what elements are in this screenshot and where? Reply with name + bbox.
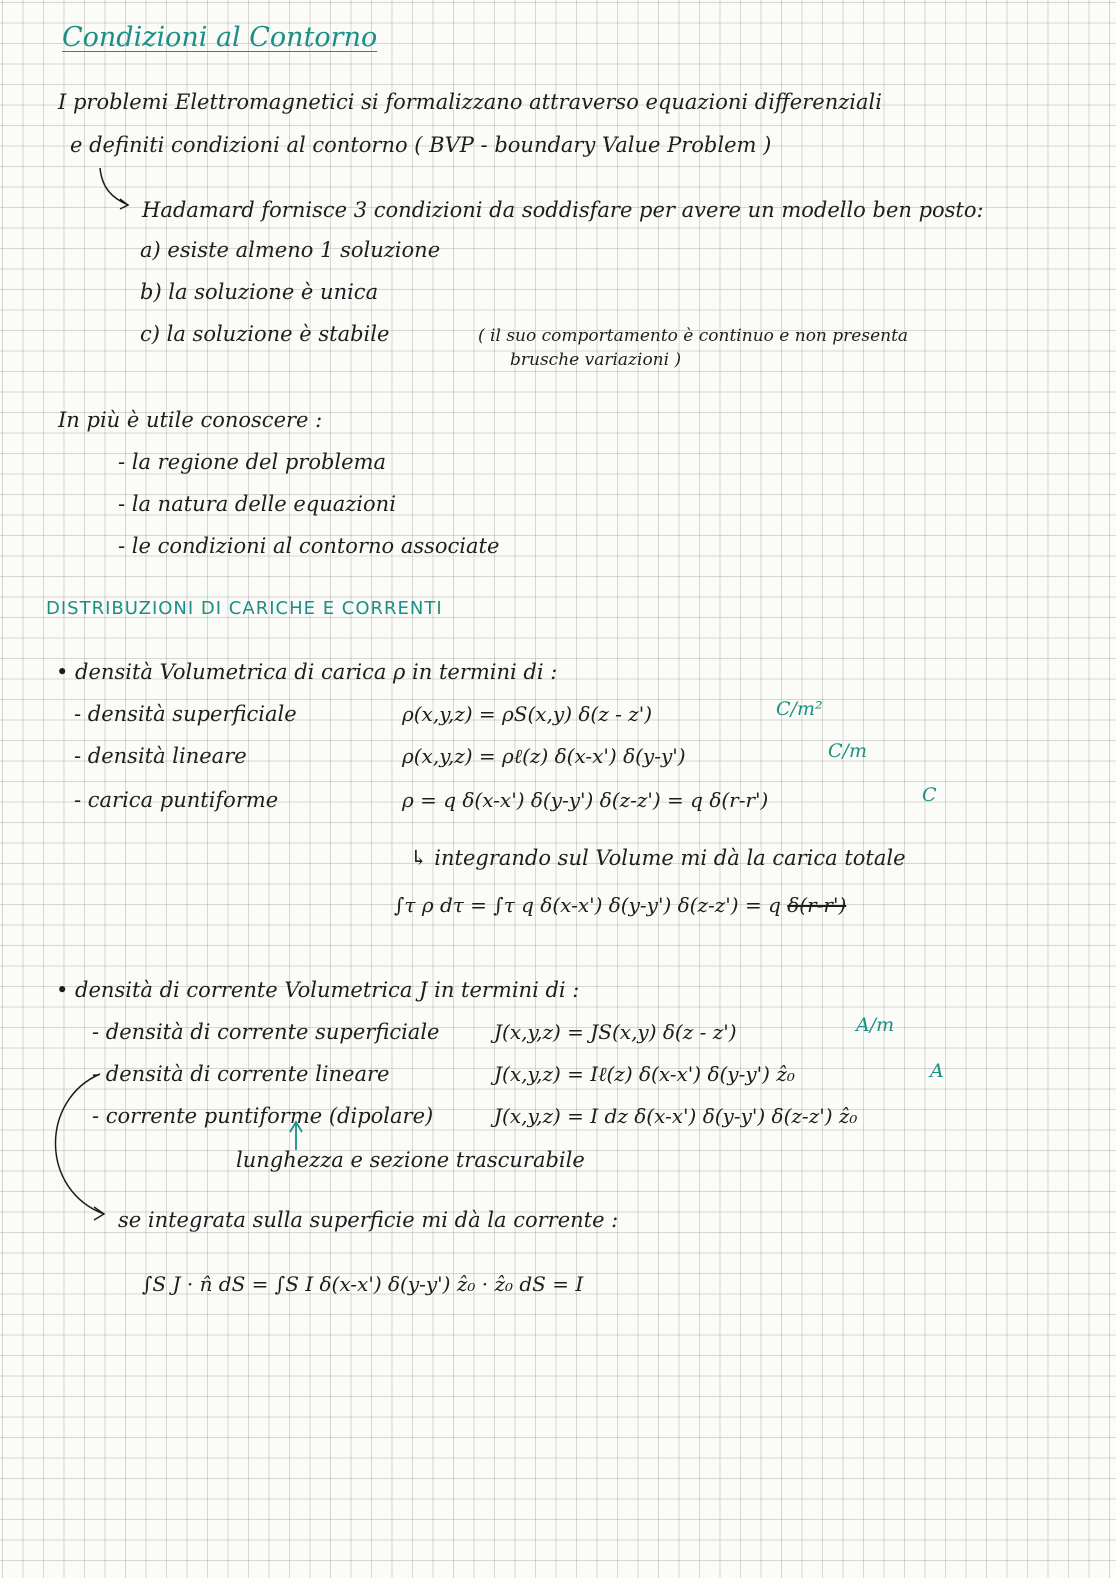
useful-item-1: - la regione del problema: [118, 450, 386, 474]
current-note: lunghezza e sezione trascurabile: [236, 1148, 585, 1172]
current-row-point-label: - corrente puntiforme (dipolare): [92, 1104, 434, 1128]
current-curved-arrow: [55, 1074, 104, 1214]
current-curved-arrowhead: [94, 1207, 104, 1220]
charge-row-linear-formula: ρ(x,y,z) = ρℓ(z) δ(x-x') δ(y-y'): [402, 744, 686, 768]
charge-row-surface-formula: ρ(x,y,z) = ρS(x,y) δ(z - z'): [402, 702, 653, 726]
hadamard-arrow: [100, 168, 128, 205]
current-row-linear-label: - densità di corrente lineare: [92, 1062, 390, 1086]
useful-item-2: - la natura delle equazioni: [118, 492, 396, 516]
current-surface-formula: ∫S J · n̂ dS = ∫S I δ(x-x') δ(y-y') ẑ₀ · ẑ₀ dS = I: [142, 1272, 584, 1296]
charge-row-point-unit: C: [922, 784, 937, 806]
charge-row-linear-label: - densità lineare: [74, 744, 247, 768]
charge-integral-note: ↳ integrando sul Volume mi dà la carica totale: [410, 846, 906, 870]
charge-integral-formula-main: ∫τ ρ dτ = ∫τ q δ(x-x') δ(y-y') δ(z-z') = q: [394, 893, 781, 917]
current-row-point-formula: J(x,y,z) = I dz δ(x-x') δ(y-y') δ(z-z') ẑ₀: [494, 1104, 858, 1128]
current-row-surface-formula: J(x,y,z) = JS(x,y) δ(z - z'): [494, 1020, 737, 1044]
charge-row-point-label: - carica puntiforme: [74, 788, 279, 812]
useful-item-3: - le condizioni al contorno associate: [118, 534, 500, 558]
section-title: DISTRIBUZIONI DI CARICHE E CORRENTI: [46, 598, 443, 619]
page-title: Condizioni al Contorno: [62, 22, 378, 53]
charge-row-surface-label: - densità superficiale: [74, 702, 297, 726]
intro-line-1: I problemi Elettromagnetici si formalizzano attraverso equazioni differenziali: [58, 90, 882, 114]
useful-heading: In più è utile conoscere :: [58, 408, 323, 432]
current-intro: • densità di corrente Volumetrica J in termini di :: [56, 978, 580, 1002]
condition-a: a) esiste almeno 1 soluzione: [140, 238, 441, 262]
charge-row-linear-unit: C/m: [828, 740, 867, 762]
current-row-linear-unit: A: [930, 1060, 944, 1082]
charge-integral-formula: [394, 895, 846, 915]
hadamard-arrowhead: [120, 199, 128, 209]
charge-integral-struck: δ(r-r'): [787, 893, 847, 917]
hadamard-text: Hadamard fornisce 3 condizioni da soddisfare per avere un modello ben posto:: [142, 198, 984, 222]
current-row-surface-label: - densità di corrente superficiale: [92, 1020, 440, 1044]
current-row-surface-unit: A/m: [856, 1014, 895, 1036]
charge-intro: • densità Volumetrica di carica ρ in termini di :: [56, 660, 558, 684]
intro-line-2: e definiti condizioni al contorno ( BVP - boundary Value Problem ): [70, 133, 772, 157]
charge-row-point-formula: ρ = q δ(x-x') δ(y-y') δ(z-z') = q δ(r-r'): [402, 788, 769, 812]
charge-row-surface-unit: C/m²: [776, 698, 823, 720]
stable-note-2: brusche variazioni ): [510, 350, 682, 370]
current-row-linear-formula: J(x,y,z) = Iℓ(z) δ(x-x') δ(y-y') ẑ₀: [494, 1062, 795, 1086]
condition-b: b) la soluzione è unica: [140, 280, 379, 304]
stable-note-1: ( il suo comportamento è continuo e non presenta: [478, 326, 909, 346]
condition-c: c) la soluzione è stabile: [140, 322, 390, 346]
current-surface-note: se integrata sulla superficie mi dà la corrente :: [118, 1208, 619, 1232]
